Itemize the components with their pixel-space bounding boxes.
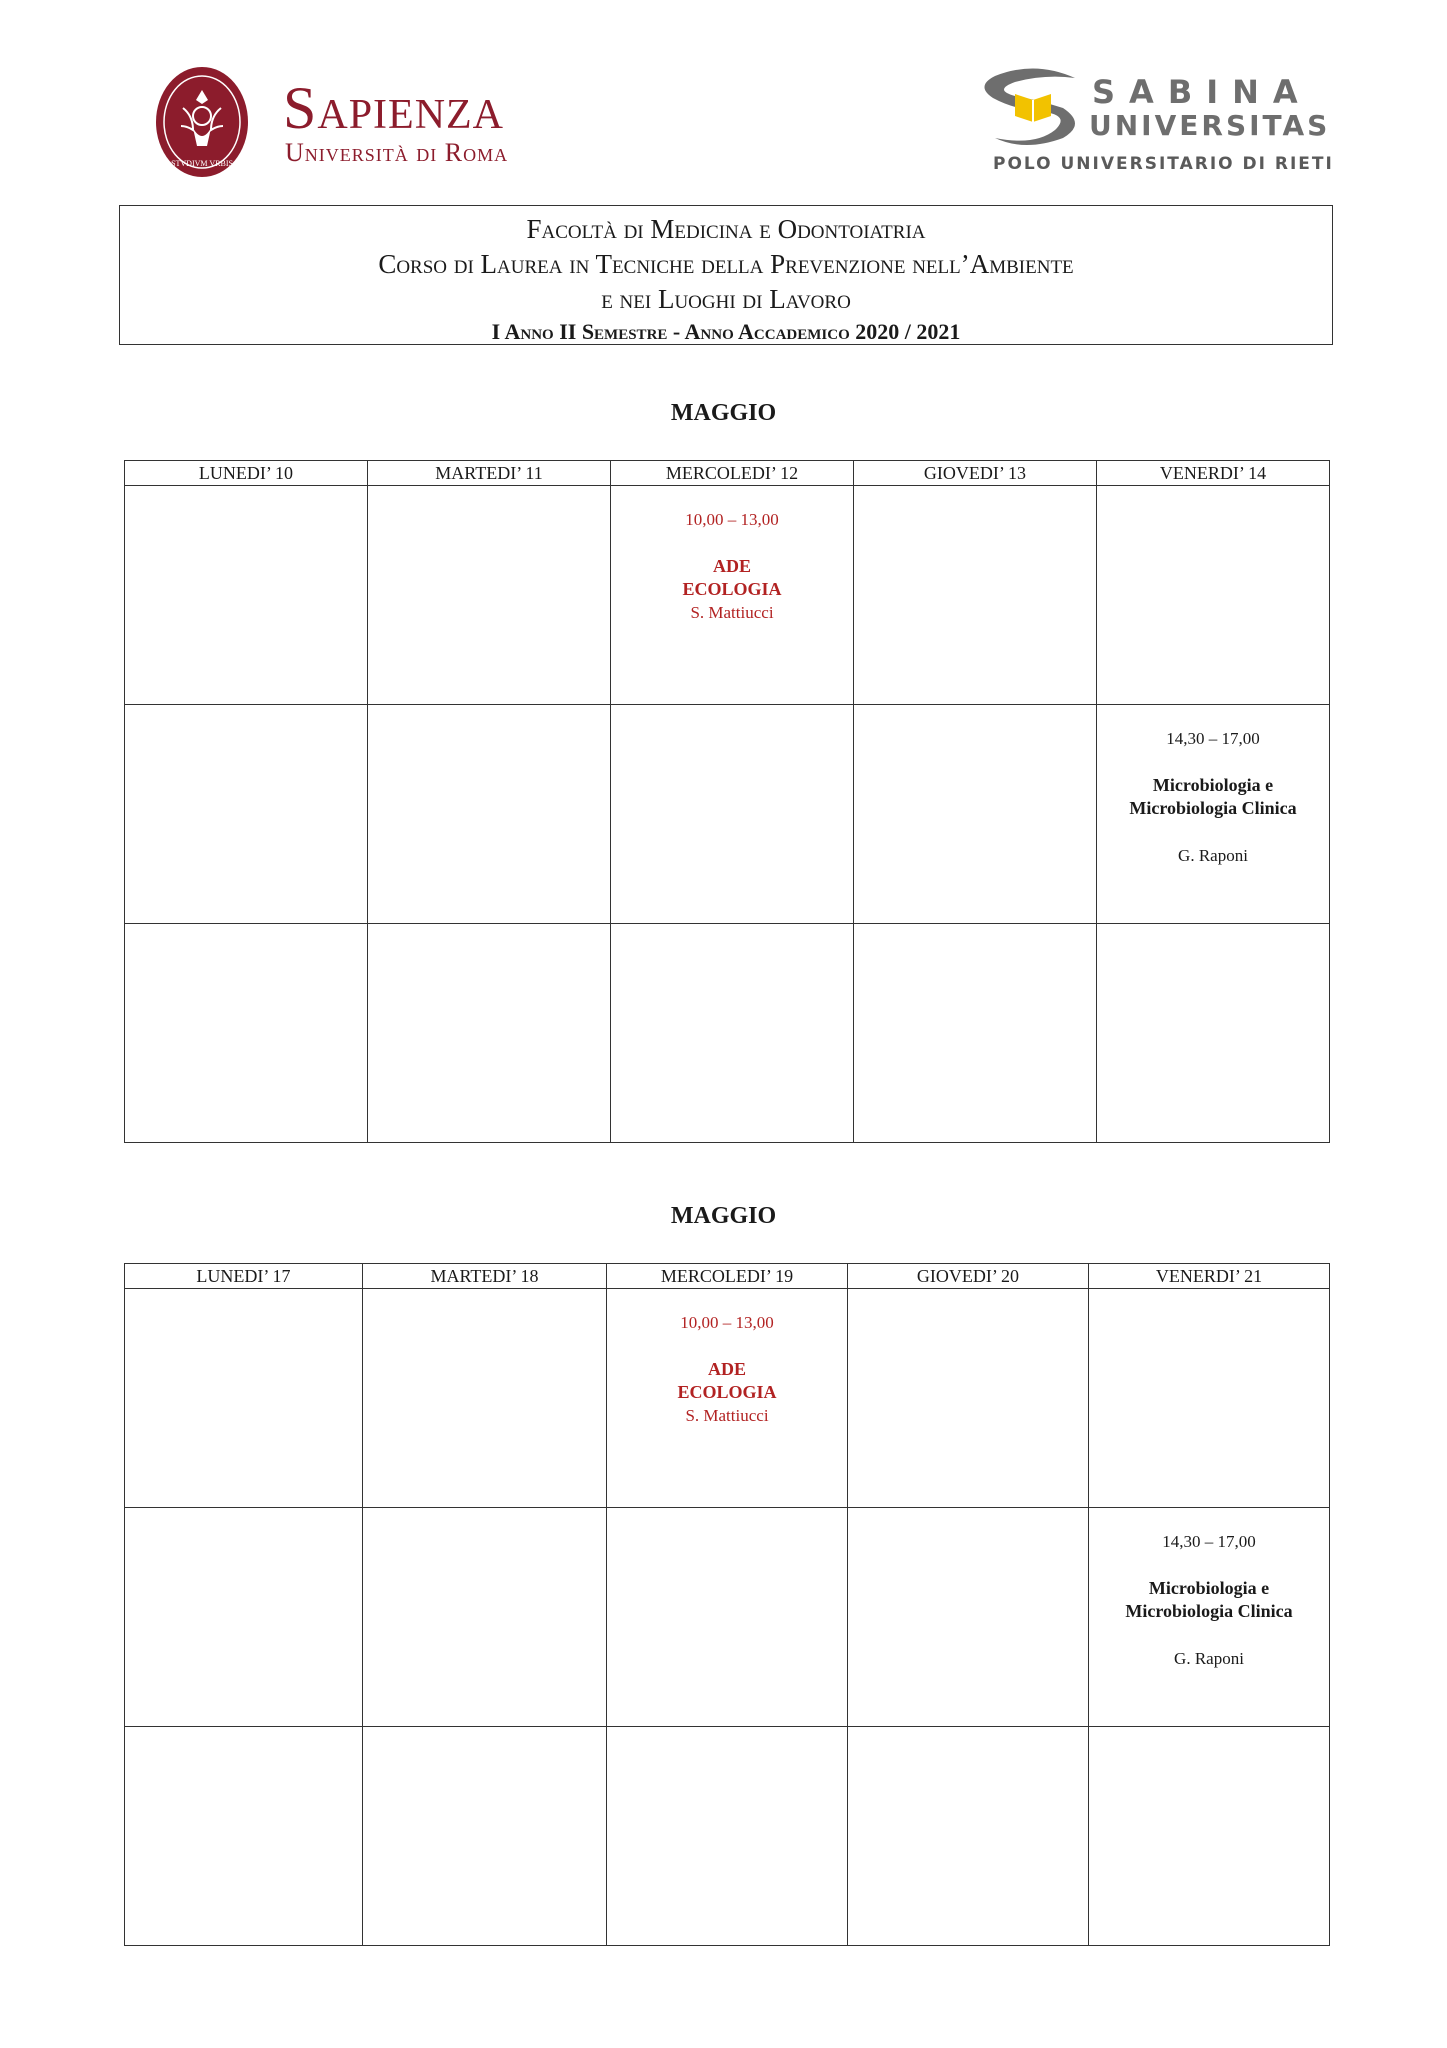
- table-row: [125, 924, 1330, 1143]
- sabina-logo: [975, 68, 1335, 178]
- table-header-row: [125, 1264, 1330, 1289]
- schedule-cell: [607, 1727, 848, 1946]
- lesson-teacher: G. Raponi: [1174, 1649, 1244, 1668]
- day-header: MERCOLEDI’ 19: [607, 1264, 848, 1289]
- table-header-row: [125, 461, 1330, 486]
- schedule-cell: [1089, 1508, 1330, 1727]
- sapienza-name-text: Sapienza: [283, 75, 505, 141]
- schedule-cell: [368, 705, 611, 924]
- course-title-continued: e nei Luoghi di Lavoro: [601, 284, 851, 314]
- sabina-name: SABINA: [1092, 73, 1312, 111]
- lesson-subject: ADE ECOLOGIA: [682, 556, 782, 599]
- lesson-time: 14,30 – 17,00: [1166, 729, 1260, 748]
- sapienza-name: [283, 75, 505, 141]
- schedule-cell: [1089, 1727, 1330, 1946]
- schedule-cell: [125, 924, 368, 1143]
- lesson-slot: [1097, 705, 1329, 867]
- day-header: VENERDI’ 21: [1089, 1264, 1330, 1289]
- schedule-cell: [611, 924, 854, 1143]
- sapienza-logo: [155, 66, 555, 186]
- sapienza-seal-icon: [155, 66, 249, 178]
- sapienza-subtitle-text: Università di Roma: [285, 138, 509, 167]
- schedule-cell: [1089, 1289, 1330, 1508]
- lesson-slot: [611, 486, 853, 624]
- academic-year: I Anno II Semestre - Anno Accademico 2020 / 2021: [491, 319, 961, 344]
- schedule-cell: [854, 486, 1097, 705]
- schedule-cell: [368, 486, 611, 705]
- course-title: Corso di Laurea in Tecniche della Prevenzione nell’Ambiente: [378, 249, 1074, 279]
- lesson-slot: [607, 1289, 847, 1427]
- schedule-cell: [125, 1289, 363, 1508]
- lesson-subject: ADE ECOLOGIA: [677, 1359, 777, 1402]
- lesson-subject: Microbiologia e Microbiologia Clinica: [1125, 1578, 1293, 1621]
- schedule-cell: [125, 705, 368, 924]
- table-row: [125, 1508, 1330, 1727]
- schedule-table-week-1: [124, 460, 1330, 1143]
- lesson-time: 10,00 – 13,00: [685, 510, 779, 529]
- table-row: [125, 1289, 1330, 1508]
- month-title: MAGGIO: [670, 400, 777, 426]
- schedule-table-week-2: [124, 1263, 1330, 1946]
- schedule-cell: [607, 1289, 848, 1508]
- lesson-slot: [1089, 1508, 1329, 1670]
- schedule-cell: [854, 924, 1097, 1143]
- sabina-subname: UNIVERSITAS: [1089, 109, 1331, 142]
- schedule-cell: [607, 1508, 848, 1727]
- day-header: LUNEDI’ 10: [125, 461, 368, 486]
- schedule-cell: [1097, 486, 1330, 705]
- schedule-cell: [848, 1289, 1089, 1508]
- schedule-cell: [611, 705, 854, 924]
- schedule-cell: [125, 1727, 363, 1946]
- schedule-cell: [1097, 705, 1330, 924]
- sabina-tagline: POLO UNIVERSITARIO DI RIETI: [993, 154, 1334, 174]
- table-row: [125, 705, 1330, 924]
- day-header: GIOVEDI’ 20: [848, 1264, 1089, 1289]
- day-header: MARTEDI’ 18: [363, 1264, 607, 1289]
- faculty-title: Facoltà di Medicina e Odontoiatria: [526, 214, 926, 244]
- sapienza-subtitle: [285, 140, 508, 166]
- schedule-cell: [125, 486, 368, 705]
- lesson-time: 10,00 – 13,00: [680, 1313, 774, 1332]
- table-row: [125, 486, 1330, 705]
- schedule-cell: [368, 924, 611, 1143]
- lesson-teacher: G. Raponi: [1178, 846, 1248, 865]
- schedule-cell: [611, 486, 854, 705]
- day-header: VENERDI’ 14: [1097, 461, 1330, 486]
- sabina-book-icon: [975, 68, 1085, 148]
- table-row: [125, 1727, 1330, 1946]
- schedule-cell: [363, 1289, 607, 1508]
- schedule-cell: [1097, 924, 1330, 1143]
- day-header: GIOVEDI’ 13: [854, 461, 1097, 486]
- schedule-cell: [125, 1508, 363, 1727]
- lesson-time: 14,30 – 17,00: [1162, 1532, 1256, 1551]
- schedule-cell: [363, 1727, 607, 1946]
- lesson-teacher: S. Mattiucci: [685, 1406, 769, 1425]
- course-title-box: [119, 205, 1333, 345]
- schedule-cell: [848, 1508, 1089, 1727]
- lesson-subject: Microbiologia e Microbiologia Clinica: [1129, 775, 1297, 818]
- day-header: MERCOLEDI’ 12: [611, 461, 854, 486]
- schedule-cell: [848, 1727, 1089, 1946]
- day-header: MARTEDI’ 11: [368, 461, 611, 486]
- day-header: LUNEDI’ 17: [125, 1264, 363, 1289]
- seal-motto: STVDIVM VRBIS: [171, 159, 233, 168]
- schedule-cell: [363, 1508, 607, 1727]
- schedule-cell: [854, 705, 1097, 924]
- lesson-teacher: S. Mattiucci: [690, 603, 774, 622]
- month-title: MAGGIO: [670, 1203, 777, 1229]
